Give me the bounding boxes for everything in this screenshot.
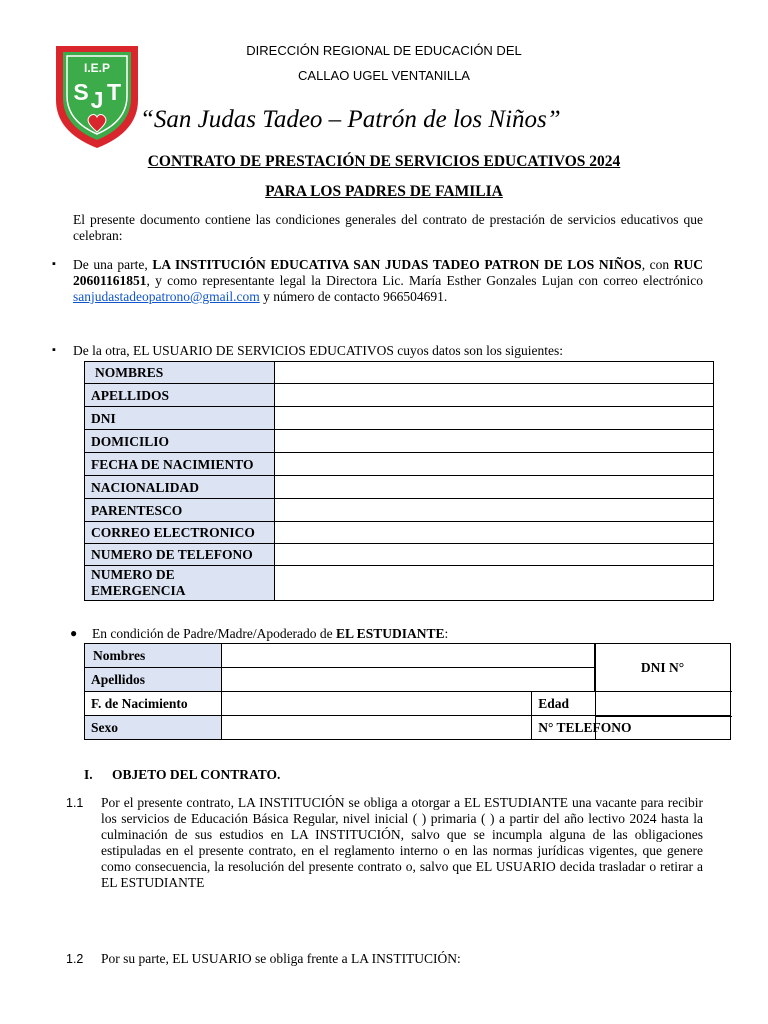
label-nacionalidad: NACIONALIDAD bbox=[85, 476, 275, 499]
label-student-edad: Edad bbox=[532, 692, 731, 716]
school-shield-logo bbox=[52, 40, 142, 150]
label-student-dni: DNI N° bbox=[595, 644, 731, 692]
table-row bbox=[85, 362, 714, 384]
label-student-nacimiento: F. de Nacimiento bbox=[85, 692, 222, 716]
table-row bbox=[85, 407, 714, 430]
value-parentesco[interactable] bbox=[274, 499, 713, 522]
email-link[interactable]: sanjudastadeopatrono@gmail.com bbox=[73, 289, 260, 304]
label-domicilio: DOMICILIO bbox=[85, 430, 275, 453]
school-motto: “San Judas Tadeo – Patrón de los Niños” bbox=[140, 106, 561, 133]
value-student-apellidos[interactable] bbox=[221, 668, 594, 692]
clause-number: 1.1 bbox=[66, 796, 84, 810]
section-title: OBJETO DEL CONTRATO. bbox=[112, 767, 281, 782]
table-row bbox=[85, 476, 714, 499]
table-row bbox=[85, 522, 714, 544]
svg-text:T: T bbox=[106, 79, 122, 105]
label-telefono: NUMERO DE TELEFONO bbox=[85, 544, 275, 566]
svg-text:J: J bbox=[90, 87, 104, 113]
value-nombres[interactable] bbox=[274, 362, 713, 384]
label-correo: CORREO ELECTRONICO bbox=[85, 522, 275, 544]
party-two-paragraph: De la otra, EL USUARIO DE SERVICIOS EDUCATIVOS cuyos datos son los siguientes: bbox=[73, 343, 564, 358]
value-student-edad[interactable] bbox=[596, 692, 732, 717]
table-row bbox=[85, 544, 714, 566]
table-row bbox=[85, 453, 714, 476]
ruc-number: RUC 20601161851 bbox=[73, 257, 704, 288]
label-student-apellidos: Apellidos bbox=[85, 668, 222, 692]
value-student-dni[interactable] bbox=[596, 643, 732, 692]
label-student-sexo: Sexo bbox=[85, 716, 222, 740]
table-row bbox=[85, 430, 714, 453]
value-student-telefono[interactable] bbox=[596, 717, 732, 741]
condition-line: En condición de Padre/Madre/Apoderado de EL ESTUDIANTE: bbox=[92, 626, 449, 641]
table-row bbox=[85, 499, 714, 522]
svg-text:I.E.P: I.E.P bbox=[83, 61, 111, 75]
value-student-nacimiento[interactable] bbox=[221, 692, 531, 716]
table-row bbox=[85, 566, 714, 601]
value-apellidos[interactable] bbox=[274, 384, 713, 407]
student-table-right-values bbox=[595, 643, 732, 740]
label-fecha-nacimiento: FECHA DE NACIMIENTO bbox=[85, 453, 275, 476]
value-dni[interactable] bbox=[274, 407, 713, 430]
label-student-telefono: N° TELEFONO bbox=[532, 716, 731, 740]
bullet-square-icon: ▪ bbox=[52, 344, 56, 356]
label-emergencia: NUMERO DE EMERGENCIA bbox=[85, 566, 275, 601]
bullet-square-icon: ▪ bbox=[52, 258, 56, 270]
value-fecha-nacimiento[interactable] bbox=[274, 453, 713, 476]
value-domicilio[interactable] bbox=[274, 430, 713, 453]
label-dni: DNI bbox=[85, 407, 275, 430]
label-nombres: NOMBRES bbox=[85, 362, 275, 384]
clause-1-1-text: Por el presente contrato, LA INSTITUCIÓN se obliga a otorgar a EL ESTUDIANTE una vacante para recibir los servicios de Educación Básica Regular, nivel inicial ( ) primaria ( ) a partir del año lectivo 2024 hasta la culminación de sus estudios en LA INSTITUCIÓN, salvo que se incumpla alguna de las obligaciones estipuladas en el presente contrato, en el reglamento interno o en las normas jurídicas vigentes, que genere como consecuencia, la resolución del presente contrato o, salvo que EL USUARIO decida trasladar o retirar a EL ESTUDIANTE bbox=[101, 795, 703, 890]
party-one-paragraph: De una parte, LA INSTITUCIÓN EDUCATIVA SAN JUDAS TADEO PATRON DE LOS NIÑOS, con RUC 20601161851, y como representante legal la Directora Lic. María Esther Gonzales Lujan con correo electrónico sanjudastadeopatrono@gmail.com y número de contacto 966504691. bbox=[73, 257, 704, 304]
value-nacionalidad[interactable] bbox=[274, 476, 713, 499]
value-student-sexo[interactable] bbox=[221, 716, 531, 740]
section-number: I. bbox=[84, 767, 93, 782]
table-row bbox=[85, 384, 714, 407]
clause-number: 1.2 bbox=[66, 952, 84, 966]
bullet-dot-icon: ● bbox=[70, 626, 78, 640]
value-telefono[interactable] bbox=[274, 544, 713, 566]
clause-1-2-text: Por su parte, EL USUARIO se obliga frente a LA INSTITUCIÓN: bbox=[101, 951, 461, 966]
svg-text:S: S bbox=[73, 79, 89, 105]
header-line-2: CALLAO UGEL VENTANILLA bbox=[298, 68, 470, 83]
label-parentesco: PARENTESCO bbox=[85, 499, 275, 522]
user-data-table bbox=[84, 361, 714, 601]
header-line-1: DIRECCIÓN REGIONAL DE EDUCACIÓN DEL bbox=[246, 43, 522, 58]
contract-subtitle: PARA LOS PADRES DE FAMILIA bbox=[265, 183, 503, 200]
value-student-nombres[interactable] bbox=[221, 644, 594, 668]
value-correo[interactable] bbox=[274, 522, 713, 544]
institution-name: LA INSTITUCIÓN EDUCATIVA SAN JUDAS TADEO PATRON DE LOS NIÑOS bbox=[152, 257, 642, 272]
intro-paragraph: El presente documento contiene las condiciones generales del contrato de prestación de servicios educativos que celebran: bbox=[73, 212, 703, 243]
contract-title: CONTRATO DE PRESTACIÓN DE SERVICIOS EDUCATIVOS 2024 bbox=[147, 153, 621, 170]
label-apellidos: APELLIDOS bbox=[85, 384, 275, 407]
label-student-nombres: Nombres bbox=[85, 644, 222, 668]
value-emergencia[interactable] bbox=[274, 566, 713, 601]
